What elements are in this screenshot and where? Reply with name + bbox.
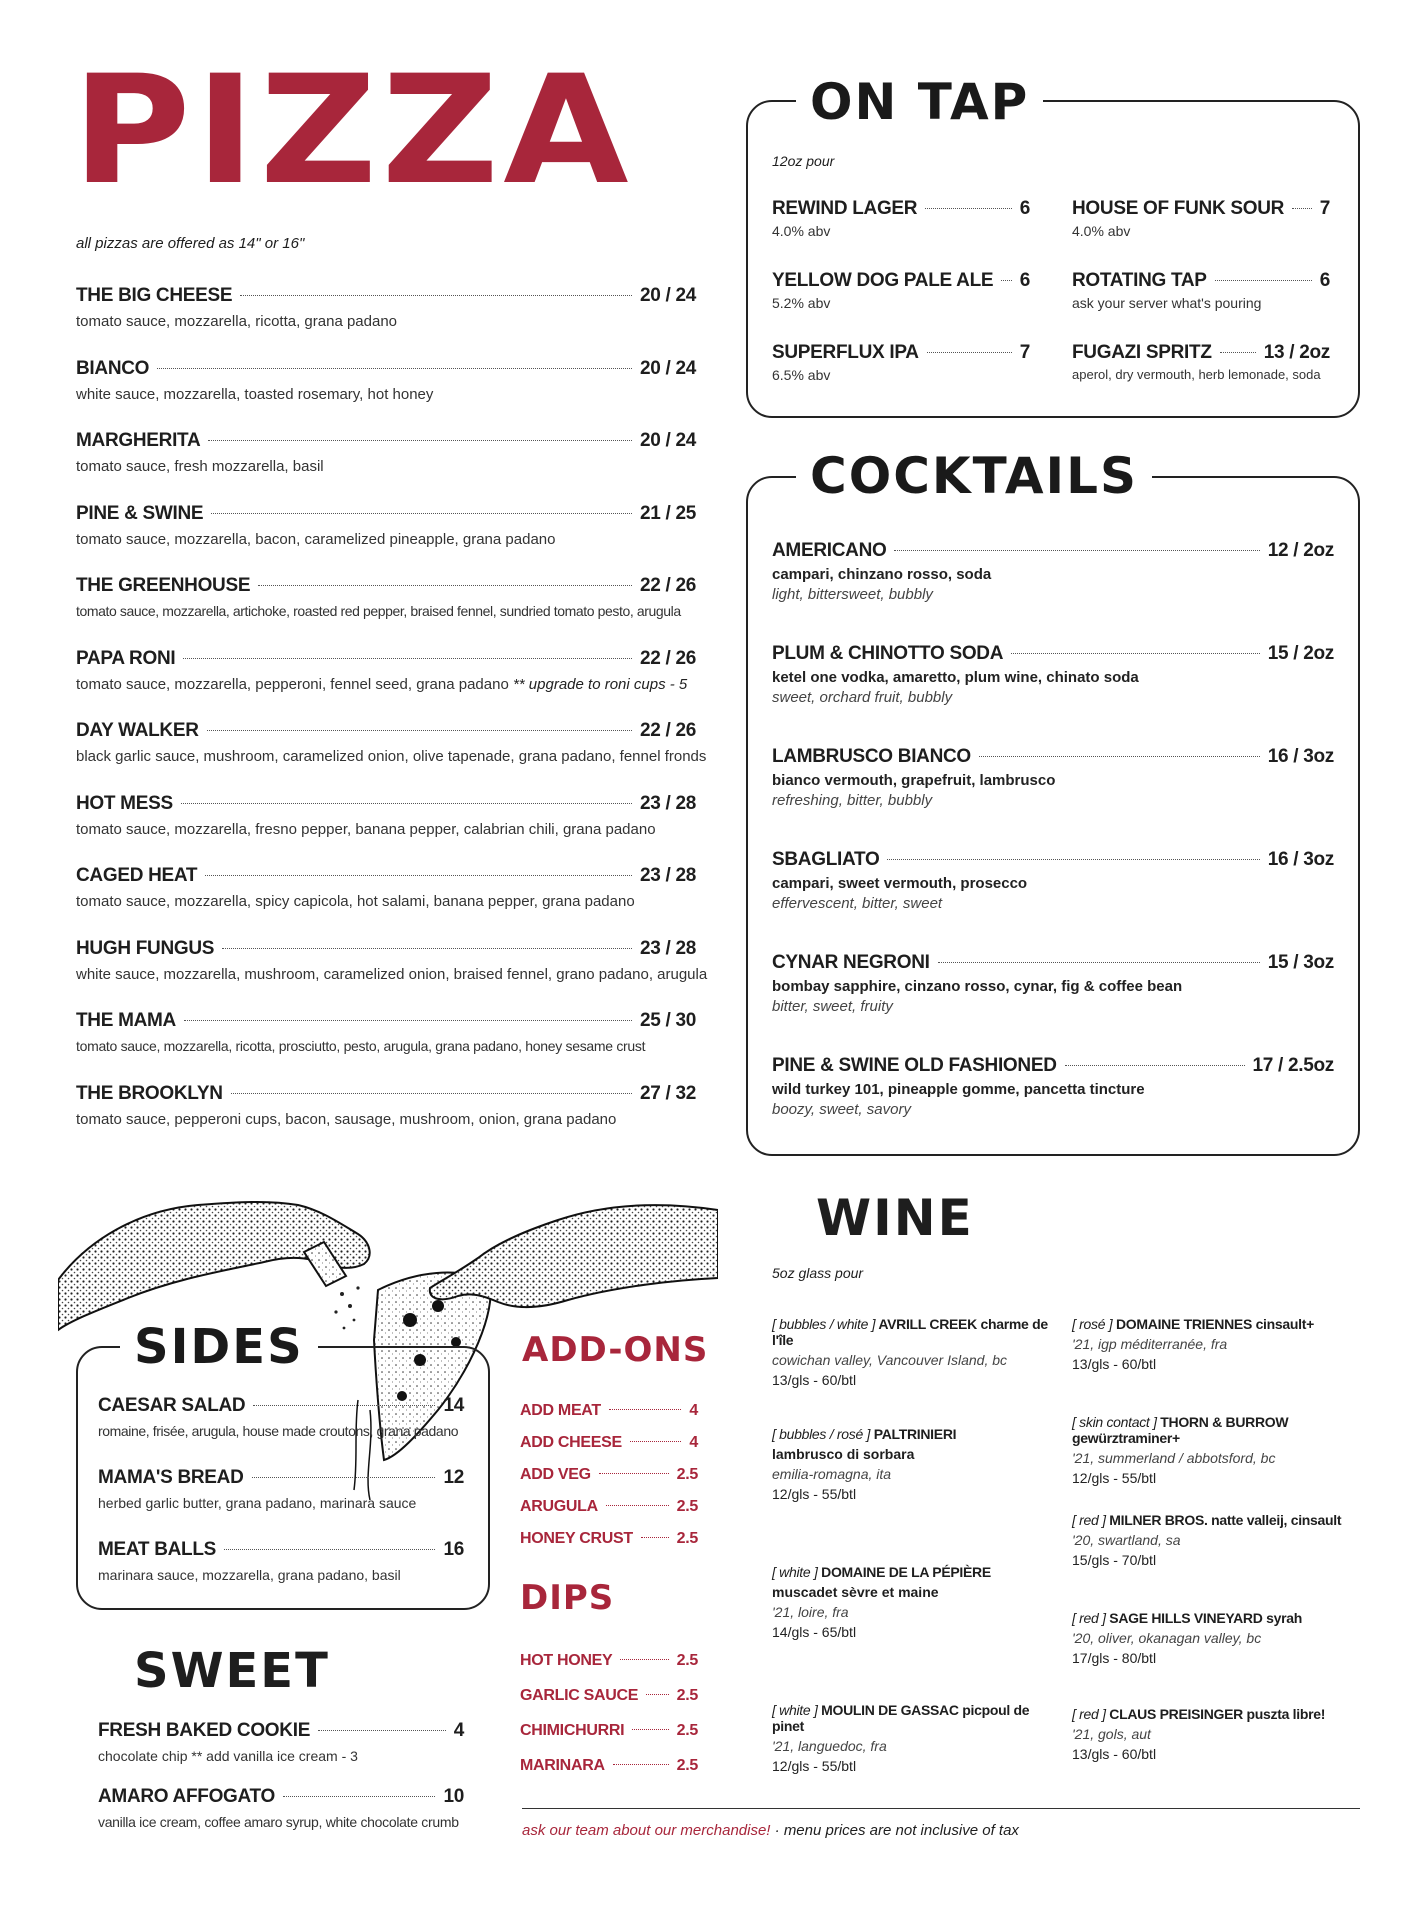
- wine-item: [1072, 1610, 1352, 1666]
- wine-item: [772, 1564, 1052, 1640]
- item-price: 13 / 2oz: [1263, 342, 1330, 363]
- wine-pour-note: 5oz glass pour: [772, 1265, 864, 1281]
- item-name: HOUSE OF FUNK SOUR: [1072, 198, 1285, 219]
- item-name: FUGAZI SPRITZ: [1072, 342, 1212, 363]
- pizza-list: [76, 285, 708, 1155]
- wine-name: AVRILL CREEK charme de l'île: [772, 1316, 1048, 1348]
- item-name: GARLIC SAUCE: [520, 1687, 639, 1704]
- cocktail-item: [772, 1055, 1334, 1158]
- item-price: 7: [1019, 342, 1030, 363]
- pizza-item: [76, 720, 707, 793]
- item-ingredients: campari, chinzano rosso, soda: [772, 566, 992, 583]
- pizza-item: [76, 793, 696, 866]
- item-name: THE MAMA: [76, 1010, 176, 1031]
- sweet-title: SWEET: [134, 1643, 330, 1699]
- item-name: ADD CHEESE: [520, 1434, 622, 1451]
- dip-item: [520, 1722, 698, 1757]
- tax-note: menu prices are not inclusive of tax: [783, 1822, 1019, 1839]
- cocktails-title: COCKTAILS: [796, 446, 1152, 506]
- item-price: 15 / 2oz: [1267, 643, 1334, 664]
- on-tap-pour-note: 12oz pour: [772, 153, 835, 169]
- wine-origin: '21, gols, aut: [1072, 1726, 1151, 1742]
- item-name: MEAT BALLS: [98, 1539, 217, 1560]
- dips-list: [520, 1652, 698, 1792]
- item-price: 23 / 28: [639, 865, 696, 886]
- item-price: 6: [1019, 198, 1030, 219]
- item-name: HOT HONEY: [520, 1652, 613, 1669]
- cocktail-item: [772, 540, 1334, 643]
- wine-style: [ bubbles / white ]: [772, 1316, 876, 1332]
- item-price: 2.5: [676, 1757, 698, 1774]
- pizza-size-note: all pizzas are offered as 14" or 16": [76, 235, 305, 252]
- item-name: PLUM & CHINOTTO SODA: [772, 643, 1004, 664]
- item-price: 2.5: [676, 1687, 698, 1704]
- wine-origin: '20, oliver, okanagan valley, bc: [1072, 1630, 1262, 1646]
- item-price: 14: [443, 1395, 464, 1416]
- side-item: [98, 1539, 464, 1611]
- item-price: 6: [1319, 270, 1330, 291]
- item-description: 6.5% abv: [772, 367, 831, 383]
- wine-name: CLAUS PREISINGER puszta libre!: [1109, 1706, 1326, 1722]
- item-name: PAPA RONI: [76, 647, 176, 669]
- item-description: 4.0% abv: [1072, 223, 1131, 239]
- addon-item: [520, 1466, 698, 1498]
- wine-varietal: muscadet sèvre et maine: [772, 1584, 939, 1600]
- item-price: 20 / 24: [639, 357, 696, 379]
- wine-style: [ red ]: [1072, 1512, 1106, 1528]
- item-price: 23 / 28: [639, 792, 696, 814]
- item-tasting-notes: light, bittersweet, bubbly: [772, 586, 933, 603]
- side-item: [98, 1395, 464, 1467]
- wine-style: [ bubbles / rosé ]: [772, 1426, 871, 1442]
- item-tasting-notes: effervescent, bitter, sweet: [772, 895, 943, 912]
- wine-origin: '20, swartland, sa: [1072, 1532, 1181, 1548]
- item-name: LAMBRUSCO BIANCO: [772, 746, 971, 767]
- item-name: REWIND LAGER: [772, 198, 918, 219]
- item-price: 4: [453, 1720, 464, 1741]
- item-name: ADD VEG: [520, 1466, 591, 1483]
- item-price: 25 / 30: [639, 1010, 696, 1031]
- item-price: 6: [1019, 270, 1030, 291]
- tap-item: [1072, 342, 1330, 382]
- item-price: 23 / 28: [639, 937, 696, 959]
- item-description: marinara sauce, mozzarella, grana padano, basil: [98, 1567, 401, 1583]
- item-ingredients: ketel one vodka, amaretto, plum wine, chinato soda: [772, 669, 1139, 686]
- wine-name: PALTRINIERI: [873, 1426, 957, 1442]
- wine-item: [772, 1316, 1052, 1388]
- item-name: THE BROOKLYN: [76, 1082, 223, 1104]
- item-price: 22 / 26: [639, 575, 696, 596]
- sides-list: [98, 1395, 464, 1611]
- wine-price: 13/gls - 60/btl: [1072, 1356, 1157, 1372]
- footer-separator: ·: [774, 1822, 780, 1839]
- pizza-item: [76, 1083, 696, 1156]
- wine-price: 13/gls - 60/btl: [772, 1372, 857, 1388]
- item-name: AMERICANO: [772, 540, 887, 561]
- item-description: tomato sauce, fresh mozzarella, basil: [76, 458, 324, 475]
- wine-name: DOMAINE DE LA PÉPIÈRE: [821, 1564, 991, 1580]
- dip-item: [520, 1687, 698, 1722]
- item-name: SBAGLIATO: [772, 849, 880, 870]
- item-name: PINE & SWINE: [76, 502, 204, 524]
- item-tasting-notes: bitter, sweet, fruity: [772, 998, 893, 1015]
- item-description: tomato sauce, mozzarella, bacon, caramelized pineapple, grana padano: [76, 530, 556, 548]
- wine-price: 12/gls - 55/btl: [772, 1758, 857, 1774]
- tap-item: [1072, 270, 1330, 311]
- sweet-item: [98, 1786, 464, 1852]
- item-price: 16: [443, 1539, 464, 1560]
- item-description: tomato sauce, mozzarella, artichoke, roasted red pepper, braised fennel, sundried tomato pesto, arugula: [76, 603, 681, 619]
- item-price: 21 / 25: [639, 502, 696, 524]
- wine-origin: '21, languedoc, fra: [772, 1738, 887, 1754]
- wine-item: [1072, 1512, 1352, 1568]
- item-name: DAY WALKER: [76, 720, 199, 741]
- dips-title: DIPS: [520, 1578, 615, 1618]
- item-ingredients: bombay sapphire, cinzano rosso, cynar, fig & coffee bean: [772, 978, 1183, 995]
- wine-name: MILNER BROS. natte valleij, cinsault: [1109, 1512, 1342, 1528]
- dip-item: [520, 1757, 698, 1792]
- wine-title: WINE: [816, 1189, 974, 1247]
- wine-price: 14/gls - 65/btl: [772, 1624, 857, 1640]
- item-price: 22 / 26: [639, 720, 696, 741]
- cocktail-item: [772, 952, 1334, 1055]
- sides-title: SIDES: [120, 1318, 318, 1376]
- item-price: 17 / 2.5oz: [1252, 1055, 1334, 1076]
- pizza-item: [76, 430, 696, 503]
- item-price: 12 / 2oz: [1267, 540, 1334, 561]
- tap-item: [772, 198, 1030, 239]
- item-price: 16 / 3oz: [1267, 849, 1334, 870]
- item-price: 15 / 3oz: [1267, 952, 1334, 973]
- item-description: white sauce, mozzarella, mushroom, caramelized onion, braised fennel, grano padano, arugula: [76, 965, 708, 983]
- item-ingredients: wild turkey 101, pineapple gomme, pancetta tincture: [772, 1081, 1145, 1098]
- item-description: ask your server what's pouring: [1072, 295, 1262, 311]
- pizza-item: [76, 358, 696, 431]
- wine-name: THORN & BURROW gewürztraminer+: [1072, 1414, 1289, 1446]
- item-ingredients: campari, sweet vermouth, prosecco: [772, 875, 1028, 892]
- item-name: MARINARA: [520, 1757, 605, 1774]
- tap-item: [772, 270, 1030, 311]
- item-description: [76, 676, 696, 693]
- pizza-item: [76, 937, 708, 1011]
- item-name: PINE & SWINE OLD FASHIONED: [772, 1055, 1057, 1076]
- item-description: tomato sauce, mozzarella, ricotta, prosciutto, pesto, arugula, grana padano, honey sesame crust: [76, 1038, 646, 1054]
- wine-item: [772, 1702, 1052, 1774]
- wine-style: [ skin contact ]: [1072, 1414, 1157, 1430]
- wine-price: 17/gls - 80/btl: [1072, 1650, 1157, 1666]
- wine-name: DOMAINE TRIENNES cinsault+: [1116, 1316, 1314, 1332]
- item-description: tomato sauce, mozzarella, fresno pepper, banana pepper, calabrian chili, grana padano: [76, 820, 656, 838]
- item-tasting-notes: refreshing, bitter, bubbly: [772, 792, 933, 809]
- item-tasting-notes: boozy, sweet, savory: [772, 1101, 911, 1118]
- item-name: CYNAR NEGRONI: [772, 952, 930, 973]
- item-upgrade-note: ** upgrade to roni cups - 5: [512, 675, 688, 693]
- wine-price: 12/gls - 55/btl: [1072, 1470, 1157, 1486]
- pizza-item: [76, 503, 696, 576]
- addon-item: [520, 1530, 698, 1562]
- sweet-item: [98, 1720, 464, 1786]
- item-description: chocolate chip ** add vanilla ice cream - 3: [98, 1748, 358, 1764]
- dip-item: [520, 1652, 698, 1687]
- wine-style: [ rosé ]: [1072, 1316, 1113, 1332]
- footer-divider: [522, 1808, 1360, 1809]
- sweet-list: [98, 1720, 464, 1852]
- wine-varietal: lambrusco di sorbara: [772, 1446, 915, 1462]
- wine-origin: emilia-romagna, ita: [772, 1466, 892, 1482]
- item-price: 2.5: [676, 1498, 698, 1515]
- item-description: vanilla ice cream, coffee amaro syrup, white chocolate crumb: [98, 1814, 459, 1830]
- item-name: CAESAR SALAD: [98, 1395, 246, 1416]
- on-tap-title: ON TAP: [796, 72, 1043, 132]
- wine-name: SAGE HILLS VINEYARD syrah: [1109, 1610, 1303, 1626]
- wine-origin: cowichan valley, Vancouver Island, bc: [772, 1352, 1008, 1368]
- item-description-text: tomato sauce, mozzarella, pepperoni, fennel seed, grana padano: [76, 675, 509, 693]
- pizza-item: [76, 865, 696, 938]
- item-price: 2.5: [676, 1722, 698, 1739]
- item-name: AMARO AFFOGATO: [98, 1786, 275, 1807]
- wine-origin: '21, loire, fra: [772, 1604, 849, 1620]
- pizza-title: PIZZA: [72, 44, 633, 218]
- item-description: herbed garlic butter, grana padano, marinara sauce: [98, 1495, 417, 1511]
- item-name: ARUGULA: [520, 1498, 598, 1515]
- item-description: tomato sauce, mozzarella, spicy capicola, hot salami, banana pepper, grana padano: [76, 893, 635, 910]
- wine-name: MOULIN DE GASSAC picpoul de pinet: [772, 1702, 1030, 1734]
- item-name: CAGED HEAT: [76, 865, 198, 886]
- addons-title: ADD-ONS: [522, 1330, 709, 1370]
- item-name: MARGHERITA: [76, 430, 201, 451]
- item-tasting-notes: sweet, orchard fruit, bubbly: [772, 689, 953, 706]
- item-name: FRESH BAKED COOKIE: [98, 1720, 311, 1741]
- item-price: 20 / 24: [639, 430, 696, 451]
- item-price: 2.5: [676, 1652, 698, 1669]
- wine-price: 12/gls - 55/btl: [772, 1486, 857, 1502]
- item-price: 10: [443, 1786, 464, 1807]
- item-description: 5.2% abv: [772, 295, 831, 311]
- item-name: ROTATING TAP: [1072, 270, 1207, 291]
- cocktail-list: [772, 540, 1334, 1158]
- item-name: HONEY CRUST: [520, 1530, 633, 1547]
- item-description: black garlic sauce, mushroom, caramelized onion, olive tapenade, grana padano, fennel fronds: [76, 748, 707, 765]
- item-name: YELLOW DOG PALE ALE: [772, 270, 994, 291]
- side-item: [98, 1467, 464, 1539]
- cocktail-item: [772, 849, 1334, 952]
- item-price: 7: [1319, 198, 1330, 219]
- wine-origin: '21, igp méditerranée, fra: [1072, 1336, 1228, 1352]
- item-description: white sauce, mozzarella, toasted rosemary, hot honey: [76, 385, 434, 403]
- item-ingredients: bianco vermouth, grapefruit, lambrusco: [772, 772, 1056, 789]
- item-name: CHIMICHURRI: [520, 1722, 625, 1739]
- wine-style: [ red ]: [1072, 1706, 1106, 1722]
- wine-item: [1072, 1414, 1352, 1486]
- item-name: HUGH FUNGUS: [76, 937, 215, 959]
- item-description: 4.0% abv: [772, 223, 831, 239]
- item-price: 16 / 3oz: [1267, 746, 1334, 767]
- item-name: SUPERFLUX IPA: [772, 342, 919, 363]
- addons-list: [520, 1402, 698, 1562]
- wine-origin: '21, summerland / abbotsford, bc: [1072, 1450, 1276, 1466]
- footer-note: [522, 1822, 1019, 1839]
- wine-price: 13/gls - 60/btl: [1072, 1746, 1157, 1762]
- item-name: THE GREENHOUSE: [76, 575, 251, 596]
- item-name: MAMA'S BREAD: [98, 1467, 244, 1488]
- item-description: aperol, dry vermouth, herb lemonade, soda: [1072, 367, 1321, 382]
- item-name: ADD MEAT: [520, 1402, 601, 1419]
- item-description: tomato sauce, mozzarella, ricotta, grana padano: [76, 313, 398, 330]
- wine-style: [ red ]: [1072, 1610, 1106, 1626]
- wine-price: 15/gls - 70/btl: [1072, 1552, 1157, 1568]
- item-name: HOT MESS: [76, 792, 173, 814]
- item-price: 12: [443, 1467, 464, 1488]
- item-price: 27 / 32: [639, 1082, 696, 1104]
- item-description: tomato sauce, pepperoni cups, bacon, sausage, mushroom, onion, grana padano: [76, 1110, 617, 1128]
- item-price: 20 / 24: [639, 285, 696, 306]
- pizza-item: [76, 575, 696, 648]
- wine-item: [1072, 1316, 1352, 1372]
- item-price: 2.5: [676, 1530, 698, 1547]
- tap-item: [772, 342, 1030, 383]
- item-description: romaine, frisée, arugula, house made croutons, grana padano: [98, 1423, 459, 1439]
- wine-style: [ white ]: [772, 1702, 818, 1718]
- wine-item: [772, 1426, 1052, 1502]
- cocktail-item: [772, 643, 1334, 746]
- item-price: 4: [689, 1434, 698, 1451]
- item-name: BIANCO: [76, 357, 150, 379]
- cocktail-item: [772, 746, 1334, 849]
- merch-note: ask our team about our merchandise!: [522, 1822, 771, 1839]
- item-price: 4: [689, 1402, 698, 1419]
- pizza-item: [76, 648, 696, 721]
- addon-item: [520, 1434, 698, 1466]
- item-price: 22 / 26: [639, 647, 696, 669]
- item-name: THE BIG CHEESE: [76, 285, 233, 306]
- tap-item: [1072, 198, 1330, 239]
- pizza-item: [76, 1010, 696, 1083]
- addon-item: [520, 1402, 698, 1434]
- wine-style: [ white ]: [772, 1564, 818, 1580]
- wine-item: [1072, 1706, 1352, 1762]
- item-price: 2.5: [676, 1466, 698, 1483]
- pizza-item: [76, 285, 696, 358]
- addon-item: [520, 1498, 698, 1530]
